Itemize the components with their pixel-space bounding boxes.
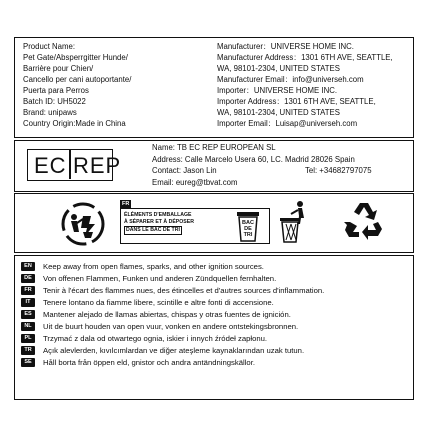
language-badge: TR xyxy=(21,346,35,355)
language-badge: FR xyxy=(21,286,35,295)
fr-sorting-line2: À SÉPARER ET À DÉPOSER xyxy=(124,218,194,225)
language-badge: PL xyxy=(21,334,35,343)
warning-row xyxy=(21,356,324,368)
importer-address-line2: WA, 98101-2304, UNITED STATES xyxy=(217,108,340,117)
warning-text: Von offenen Flammen, Funken und anderen Zündquellen fernhalten. xyxy=(43,273,277,283)
ec-rep-tel: Tel: +34682797075 xyxy=(305,166,372,175)
warning-row xyxy=(21,308,324,320)
country-origin: Country Origin:Made in China xyxy=(23,119,126,128)
ec-rep-name: Name: TB EC REP EUROPEAN SL xyxy=(152,143,276,152)
fr-sorting-badge xyxy=(120,200,270,246)
product-name-line: Pet Gate/Absperrgitter Hunde/ xyxy=(23,53,128,62)
language-badge: EN xyxy=(21,262,35,271)
recycling-symbols-box xyxy=(14,193,414,253)
warning-row xyxy=(21,272,324,284)
warnings-box xyxy=(14,255,414,400)
fr-sorting-text xyxy=(124,212,229,235)
manufacturer-address: Manufacturer Address：1301 6TH AVE, SEATTLE, xyxy=(217,53,393,62)
fr-country-tag: FR xyxy=(122,201,130,207)
ec-rep-address: Address: Calle Marcelo Usera 60, LC. Madrid 28026 Spain xyxy=(152,154,355,164)
language-badge: IT xyxy=(21,298,35,307)
warning-row xyxy=(21,332,324,344)
warning-text: Keep away from open flames, sparks, and other ignition sources. xyxy=(43,261,264,271)
manufacturer-address-line2: WA, 98101-2304, UNITED STATES xyxy=(217,64,340,73)
warning-row xyxy=(21,344,324,356)
recycle-icon xyxy=(343,200,385,240)
ec-rep-logo xyxy=(27,149,122,181)
importer-address: Importer Address：1301 6TH AVE, SEATTLE, xyxy=(217,97,376,106)
importer-email: Importer Email：Luisap@universeh.com xyxy=(217,119,358,128)
language-badge: DE xyxy=(21,274,35,283)
batch-id: Batch ID: UH5022 xyxy=(23,97,86,106)
ec-rep-email: Email: eureg@tbvat.com xyxy=(152,177,238,187)
warnings-list xyxy=(21,260,324,368)
ec-rep-logo-divider xyxy=(69,150,71,179)
ec-rep-box xyxy=(14,140,414,192)
product-name-line: Barrière pour Chien/ xyxy=(23,64,94,73)
warning-text: Mantener alejado de llamas abiertas, chispas y otras fuentes de ignición. xyxy=(43,309,291,319)
warning-row xyxy=(21,260,324,272)
fr-sorting-line3: DANS LE BAC DE TRI xyxy=(126,227,180,234)
product-details xyxy=(23,41,131,129)
fr-sorting-body xyxy=(120,208,270,244)
warning-row xyxy=(21,296,324,308)
brand: Brand: unipaws xyxy=(23,108,77,117)
fr-sorting-line1: ÉLÉMENTS D'EMBALLAGE xyxy=(124,212,192,218)
language-badge: NL xyxy=(21,322,35,331)
bac-label-1: BAC xyxy=(242,220,254,226)
importer: Importer：UNIVERSE HOME INC. xyxy=(217,86,338,95)
product-info-box xyxy=(14,37,414,138)
warning-text: Håll borta från öppen eld, gnistor och andra antändningskällor. xyxy=(43,357,255,367)
warning-text: Açık alevlerden, kıvılcımlardan ve diğer ateşleme kaynaklarından uzak tutun. xyxy=(43,345,305,355)
language-badge: SE xyxy=(21,358,35,367)
warning-row xyxy=(21,320,324,332)
trash-bin-person-icon xyxy=(277,200,309,244)
ec-rep-contact-row xyxy=(152,165,372,177)
product-name-line: Cancello per cani autoportante/ xyxy=(23,75,132,84)
manufacturer-details xyxy=(217,41,393,129)
warning-text: Trzymać z dala od otwartego ognia, iskier i innych źródeł zapłonu. xyxy=(43,333,268,343)
manufacturer-email: Manufacturer Email：info@universeh.com xyxy=(217,75,364,84)
manufacturer: Manufacturer：UNIVERSE HOME INC. xyxy=(217,42,354,51)
warning-row xyxy=(21,284,324,296)
sorting-bin-icon xyxy=(233,210,263,242)
warning-text: Tenir à l'écart des flammes nues, des étincelles et d'autres sources d'inflammation. xyxy=(43,285,325,295)
ec-rep-info xyxy=(152,142,372,188)
ec-rep-logo-ec: EC xyxy=(34,153,67,178)
language-badge: ES xyxy=(21,310,35,319)
bac-label-3: TRI xyxy=(243,232,253,238)
bac-label-2: DE xyxy=(244,226,252,232)
ec-rep-contact: Contact: Jason Lin xyxy=(152,166,217,175)
product-name-label: Product Name: xyxy=(23,42,76,51)
warning-text: Tenere lontano da fiamme libere, scintille e altre fonti di accensione. xyxy=(43,297,274,307)
triman-icon xyxy=(61,202,105,246)
ec-rep-logo-rep: REP xyxy=(73,153,122,178)
warning-text: Uit de buurt houden van open vuur, vonken en andere ontstekingsbronnen. xyxy=(43,321,299,331)
product-name-line: Puerta para Perros xyxy=(23,86,89,95)
